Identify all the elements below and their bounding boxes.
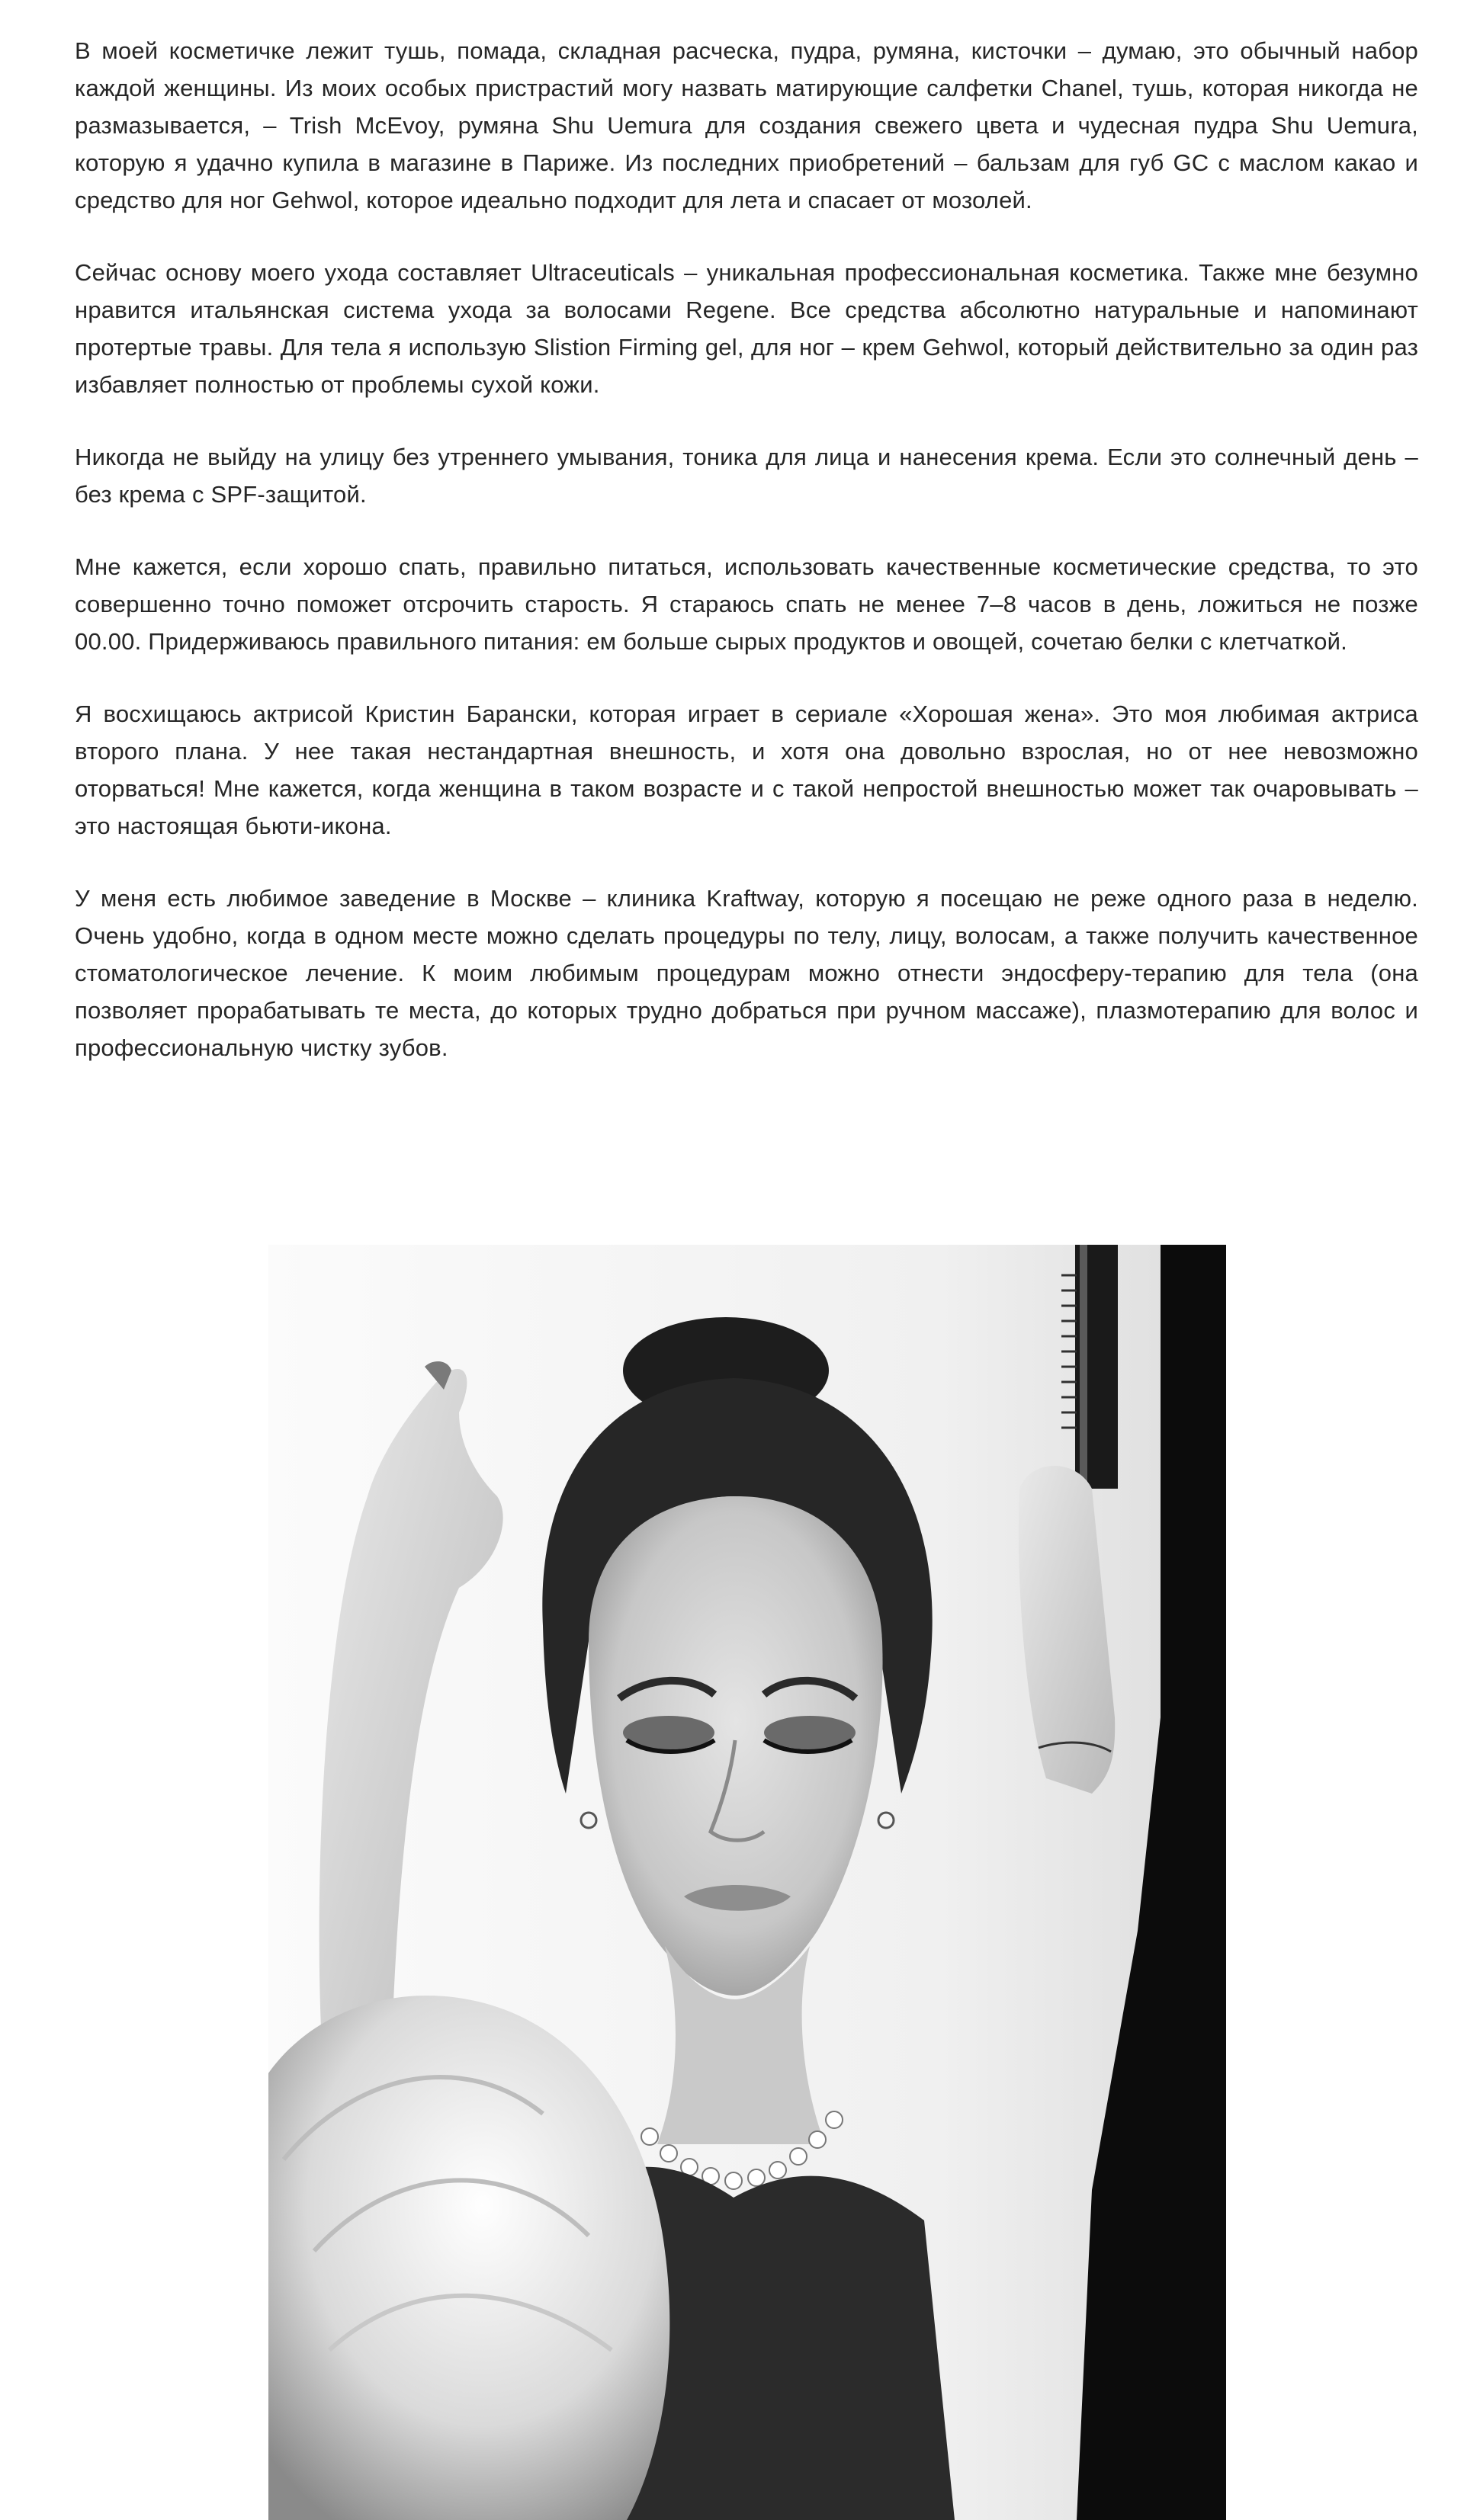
- article-paragraph: Я восхищаюсь актрисой Кристин Барански, которая играет в сериале «Хорошая жена». Это моя любимая актриса второго плана. У нее такая нестандартная внешность, и хотя она довольно взрослая, но от нее невозможно оторваться! Мне кажется, когда женщина в таком возрасте и с такой непростой внешностью может так очаровывать – это настоящая бьюти-икона.: [75, 701, 1418, 839]
- article-paragraph: Сейчас основу моего ухода составляет Ultraceuticals – уникальная профессиональная косметика. Также мне безумно нравится итальянская система ухода за волосами Regene. Все средства абсолютно натуральные и напоминают протертые травы. Для тела я использую Slistion Firming gel, для ног – крем Gehwol, который действительно за один раз избавляет полностью от проблемы сухой кожи.: [75, 259, 1418, 398]
- article-paragraph: Никогда не выйду на улицу без утреннего умывания, тоника для лица и нанесения крема. Если это солнечный день – без крема с SPF-защитой.: [75, 444, 1418, 508]
- article-paragraph: Мне кажется, если хорошо спать, правильно питаться, использовать качественные косметические средства, то это совершенно точно поможет отсрочить старость. Я стараюсь спать не менее 7–8 часов в день, ложиться не позже 00.00. Придерживаюсь правильного питания: ем больше сырых продуктов и овощей, сочетаю белки с клетчаткой.: [75, 553, 1418, 655]
- right-earring: [878, 1813, 894, 1828]
- portrait-illustration: [268, 1245, 1226, 2520]
- portrait-photo: [268, 1245, 1226, 2520]
- left-earring: [581, 1813, 596, 1828]
- article-body: [75, 32, 1418, 1101]
- article-paragraph: В моей косметичке лежит тушь, помада, складная расческа, пудра, румяна, кисточки – думаю, это обычный набор каждой женщины. Из моих особых пристрастий могу назвать матирующие салфетки Chanel, тушь, которая никогда не размазывается, – Trish McEvoy, румяна Shu Uemura для создания свежего цвета и чудесная пудра Shu Uemura, которую я удачно купила в магазине в Париже. Из последних приобретений – бальзам для губ GC с маслом какао и средство для ног Gehwol, которое идеально подходит для лета и спасает от мозолей.: [75, 37, 1418, 213]
- article-paragraph: У меня есть любимое заведение в Москве – клиника Kraftway, которую я посещаю не реже одного раза в неделю. Очень удобно, когда в одном месте можно сделать процедуры по телу, лицу, волосам, а также получить качественное стоматологическое лечение. К моим любимым процедурам можно отнести эндосферу-терапию для тела (она позволяет прорабатывать те места, до которых трудно добраться при ручном массаже), плазмотерапию для волос и профессиональную чистку зубов.: [75, 885, 1418, 1061]
- comb-highlight: [1080, 1245, 1087, 1489]
